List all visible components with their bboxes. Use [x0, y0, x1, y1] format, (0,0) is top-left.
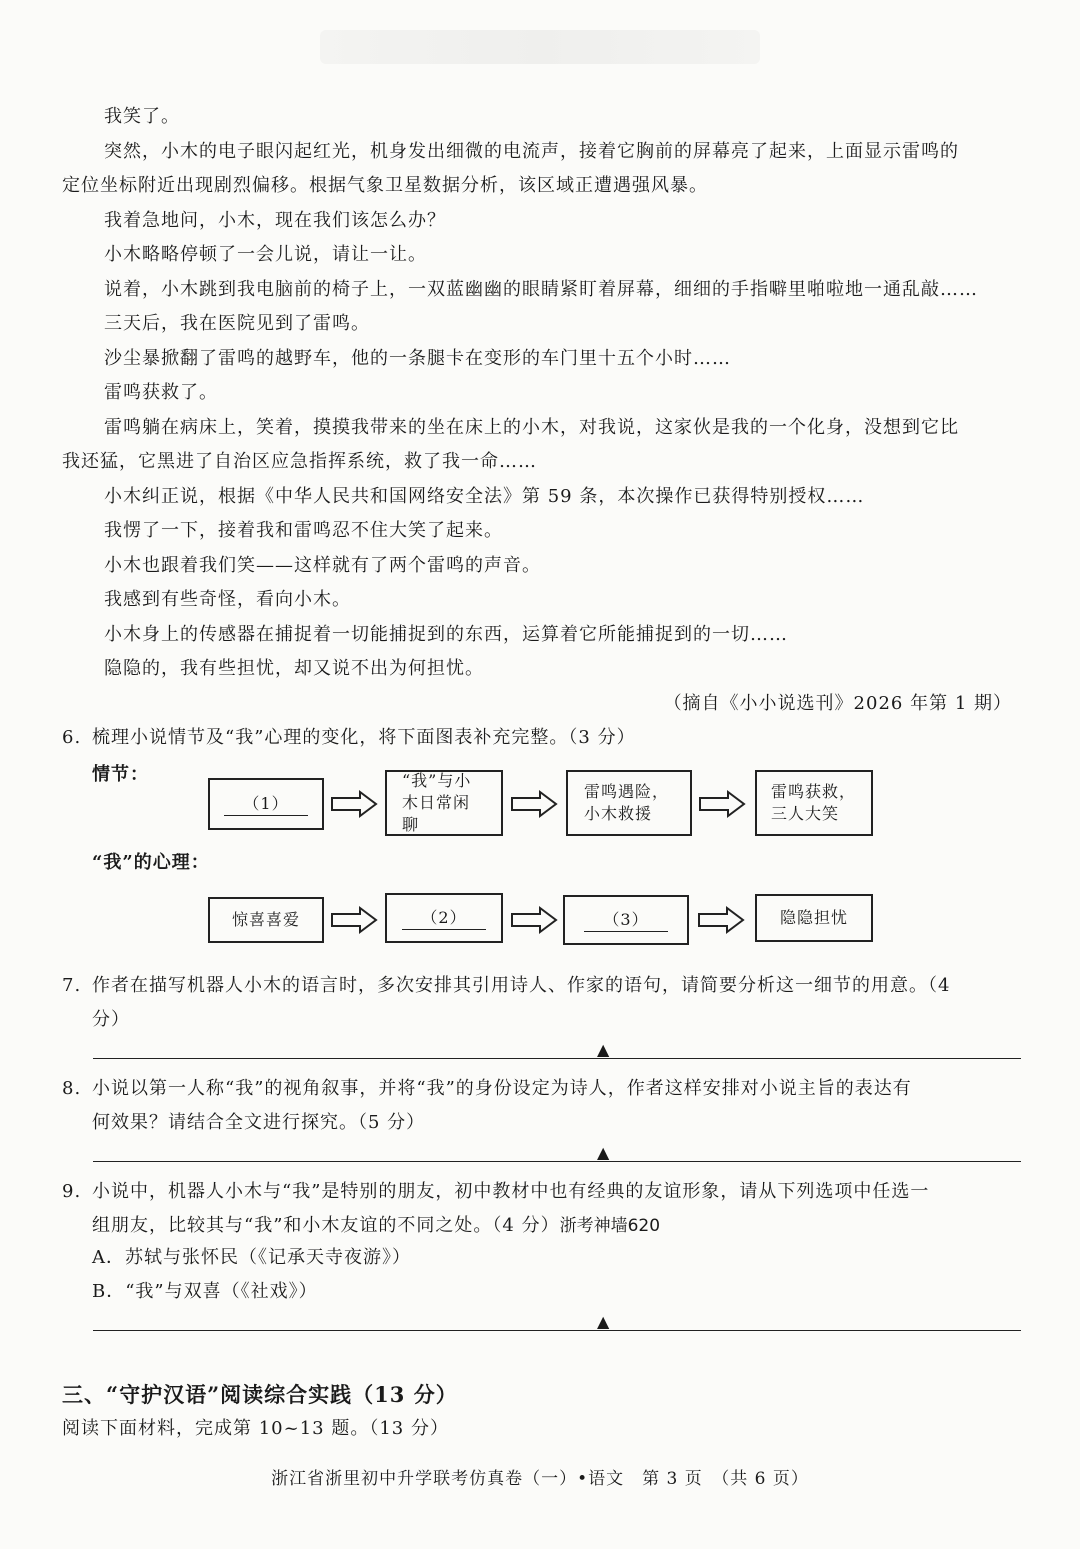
mind-label: “我”的心理：	[92, 852, 210, 873]
mind-box-blank-3[interactable]	[563, 895, 689, 945]
question-9	[62, 1175, 1024, 1243]
arrow-right-icon	[698, 789, 746, 819]
story-paragraph: 小木纠正说，根据《中华人民共和国网络安全法》第 59 条，本次操作已获得特别授权……	[104, 486, 865, 507]
story-source: （摘自《小小说选刊》2026 年第 1 期）	[663, 693, 1012, 714]
story-paragraph: 雷鸣躺在病床上，笑着，摸摸我带来的坐在床上的小木，对我说，这家伙是我的一个化身，没想到它比	[104, 417, 959, 438]
section-3-title: 三、“守护汉语”阅读综合实践（13 分）	[62, 1382, 458, 1407]
question-6	[62, 721, 1024, 755]
story-paragraph: 雷鸣获救了。	[104, 382, 218, 403]
answer-line[interactable]	[93, 1330, 1021, 1331]
arrow-right-icon	[330, 905, 378, 935]
plot-box-2: “我”与小木日常闲聊	[385, 770, 503, 836]
question-text-cont: 组朋友，比较其与“我”和小木友谊的不同之处。（4 分）	[92, 1215, 560, 1236]
watermark-text: 浙考神墙620	[559, 1216, 661, 1236]
story-paragraph: 沙尘暴掀翻了雷鸣的越野车，他的一条腿卡在变形的车门里十五个小时……	[104, 348, 731, 369]
faded-header-band	[320, 30, 760, 64]
question-text: 小说以第一人称“我”的视角叙事，并将“我”的身份设定为诗人，作者这样安排对小说主旨的表达有	[92, 1078, 912, 1099]
story-paragraph: 突然，小木的电子眼闪起红光，机身发出细微的电流声，接着它胸前的屏幕亮了起来，上面显示雷鸣的	[104, 141, 959, 162]
story-paragraph-cont: 定位坐标附近出现剧烈偏移。根据气象卫星数据分析，该区域正遭遇强风暴。	[62, 175, 708, 196]
question-text-cont: 何效果？请结合全文进行探究。（5 分）	[92, 1112, 426, 1133]
plot-label: 情节：	[92, 764, 149, 785]
story-paragraph: 我笑了。	[104, 106, 180, 127]
plot-box-4: 雷鸣获救，三人大笑	[755, 770, 873, 836]
plot-box-3: 雷鸣遇险，小木救援	[566, 770, 692, 836]
plot-box-blank-1[interactable]	[208, 778, 324, 830]
question-number: 8.	[62, 1078, 82, 1099]
story-paragraph: 小木也跟着我们笑——这样就有了两个雷鸣的声音。	[104, 555, 541, 576]
story-paragraph: 我愣了一下，接着我和雷鸣忍不住大笑了起来。	[104, 520, 503, 541]
answer-marker-icon: ▲	[597, 1312, 610, 1331]
story-paragraph: 我着急地问，小木，现在我们该怎么办？	[104, 210, 446, 231]
question-number: 6.	[62, 727, 82, 748]
question-7	[62, 969, 1024, 1037]
arrow-right-icon	[330, 789, 378, 819]
story-paragraph: 三天后，我在医院见到了雷鸣。	[104, 313, 370, 334]
question-8	[62, 1072, 1024, 1140]
answer-marker-icon: ▲	[597, 1040, 610, 1059]
answer-line[interactable]	[93, 1058, 1021, 1059]
page-footer: 浙江省浙里初中升学联考仿真卷（一）•语文 第 3 页 （共 6 页）	[271, 1469, 809, 1489]
option-a: A．苏轼与张怀民（《记承天寺夜游》）	[92, 1247, 411, 1268]
question-text-cont: 分）	[92, 1009, 130, 1030]
answer-line[interactable]	[93, 1161, 1021, 1162]
blank-1: （1）	[224, 793, 308, 816]
option-b: B．“我”与双喜（《社戏》）	[92, 1281, 318, 1302]
story-paragraph: 说着，小木跳到我电脑前的椅子上，一双蓝幽幽的眼睛紧盯着屏幕，细细的手指噼里啪啦地一通乱敲……	[104, 279, 978, 300]
answer-marker-icon: ▲	[597, 1143, 610, 1162]
mind-box-blank-2[interactable]	[385, 893, 503, 943]
story-paragraph: 小木略略停顿了一会儿说，请让一让。	[104, 244, 427, 265]
arrow-right-icon	[510, 789, 558, 819]
question-number: 7.	[62, 975, 82, 996]
question-text: 作者在描写机器人小木的语言时，多次安排其引用诗人、作家的语句，请简要分析这一细节的用意。（4	[92, 975, 951, 996]
story-paragraph-cont: 我还猛，它黑进了自治区应急指挥系统，救了我一命……	[62, 451, 537, 472]
mind-box-4: 隐隐担忧	[755, 894, 873, 942]
question-text: 梳理小说情节及“我”心理的变化，将下面图表补充完整。（3 分）	[92, 727, 636, 748]
question-number: 9.	[62, 1181, 82, 1202]
mind-box-1: 惊喜喜爱	[208, 897, 324, 943]
blank-2: （2）	[402, 907, 486, 930]
arrow-right-icon	[510, 905, 558, 935]
blank-3: （3）	[584, 909, 668, 932]
story-paragraph: 我感到有些奇怪，看向小木。	[104, 589, 351, 610]
story-paragraph: 隐隐的，我有些担忧，却又说不出为何担忧。	[104, 658, 484, 679]
question-text: 小说中，机器人小木与“我”是特别的朋友，初中教材中也有经典的友谊形象，请从下列选项中任选一	[92, 1181, 930, 1202]
section-3-intro: 阅读下面材料，完成第 10~13 题。（13 分）	[62, 1418, 449, 1439]
arrow-right-icon	[697, 905, 745, 935]
story-paragraph: 小木身上的传感器在捕捉着一切能捕捉到的东西，运算着它所能捕捉到的一切……	[104, 624, 788, 645]
